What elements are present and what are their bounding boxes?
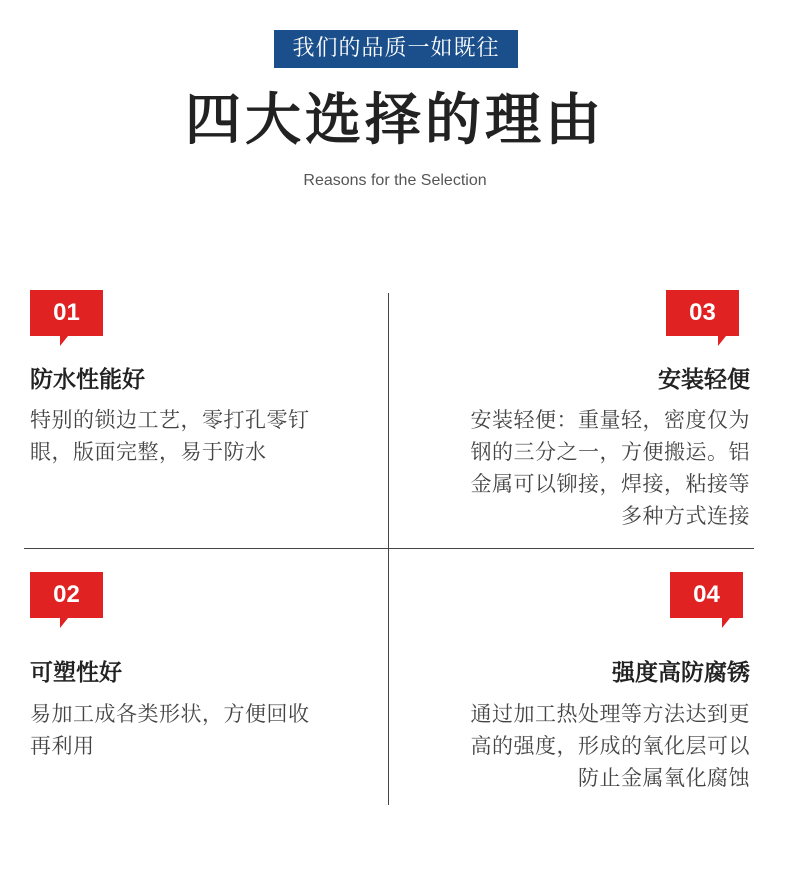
badge-number: 01	[53, 299, 80, 326]
description-line: 眼，版面完整，易于防水	[30, 440, 267, 464]
description-line: 易加工成各类形状，方便回收	[30, 702, 310, 726]
description-line: 高的强度，形成的氧化层可以	[470, 734, 750, 758]
number-badge	[666, 290, 739, 346]
reason-title: 防水性能好	[30, 367, 145, 393]
vertical-divider	[388, 293, 389, 805]
reason-description	[30, 404, 310, 468]
horizontal-divider	[24, 548, 754, 549]
description-line: 金属可以铆接，焊接，粘接等	[470, 472, 750, 496]
description-line: 安装轻便：重量轻，密度仅为	[470, 408, 750, 432]
description-line: 特别的锁边工艺，零打孔零钉	[30, 408, 310, 432]
number-badge	[30, 290, 103, 346]
badge-number: 04	[693, 581, 720, 608]
number-badge	[30, 572, 103, 628]
badge-number: 02	[53, 581, 80, 608]
reason-title: 强度高防腐锈	[612, 660, 750, 686]
reason-title: 可塑性好	[30, 660, 122, 686]
reason-title: 安装轻便	[658, 367, 750, 393]
page-title: 四大选择的理由	[185, 88, 605, 153]
reason-description	[471, 404, 751, 532]
description-line: 防止金属氧化腐蚀	[578, 766, 750, 790]
page-subtitle: Reasons for the Selection	[303, 172, 487, 189]
tagline-banner: 我们的品质一如既往	[274, 30, 518, 68]
description-line: 通过加工热处理等方法达到更	[470, 702, 750, 726]
badge-number: 03	[689, 299, 716, 326]
number-badge	[670, 572, 743, 628]
description-line: 多种方式连接	[621, 504, 750, 528]
description-line: 再利用	[30, 734, 95, 758]
description-line: 钢的三分之一，方便搬运。铝	[470, 440, 750, 464]
reason-description	[30, 698, 310, 762]
reason-description	[471, 698, 751, 794]
